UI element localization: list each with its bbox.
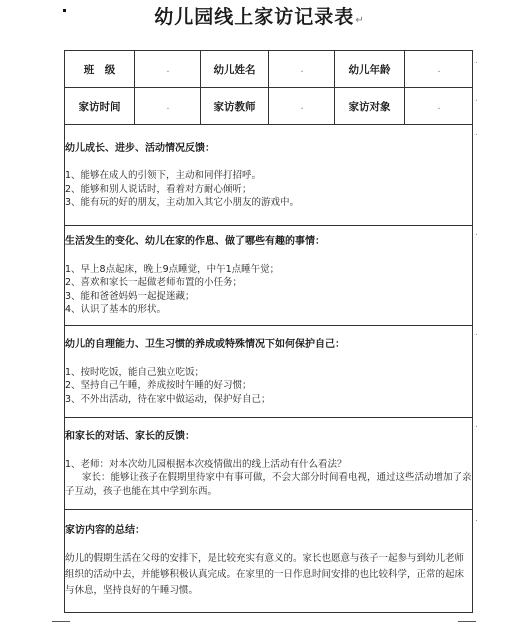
section-self-care (65, 326, 473, 418)
list-item: 3、不外出活动，待在家中做运动，保护好自己； (65, 393, 271, 405)
label-child-name: 幼儿姓名 (201, 51, 269, 88)
row-end-mark: . (475, 128, 478, 138)
section-life-changes (65, 226, 473, 326)
list-item: 4、认识了基本的形状。 (65, 304, 167, 316)
section-heading: 生活发生的变化、幼儿在家的作息、做了哪些有趣的事情： (65, 236, 325, 248)
visit-target-value-cell[interactable]: . (405, 88, 473, 125)
row-end-mark: . (475, 514, 478, 524)
list-item: 2、喜欢和家长一起做老师布置的小任务； (65, 277, 243, 289)
visit-record-table (64, 50, 473, 613)
label-child-age: 幼儿年龄 (335, 51, 405, 88)
section-parent-dialogue (65, 418, 473, 510)
list-item: 家长：能够让孩子在假期里待家中有事可做，不会大部分时间看电视，通过这些活动增加了亲子互动，孩子也能在其中学到东西。 (65, 472, 472, 497)
child-age-value-cell[interactable]: . (405, 51, 473, 88)
label-visit-teacher: 家访教师 (201, 88, 269, 125)
class-value-cell[interactable]: . (135, 51, 201, 88)
label-visit-time: 家访时间 (65, 88, 135, 125)
list-item: 1、老师：对本次幼儿园根据本次疫情做出的线上活动有什么看法？ (65, 458, 347, 470)
label-class: 班 级 (65, 51, 135, 88)
row-end-mark: . (475, 420, 478, 430)
row-end-mark: . (475, 56, 478, 66)
title-text: 幼儿园线上家访记录表 (154, 6, 355, 28)
header-row-2 (65, 88, 473, 125)
list-item: 1、按时吃饭，能自己独立吃饭； (65, 366, 205, 378)
section-heading: 和家长的对话、家长的反馈： (65, 431, 195, 442)
summary-paragraph: 幼儿的假期生活在父母的安排下，是比较充实有意义的。家长也愿意与孩子一起参与到幼儿老师组织的活动中去，并能够积极认真完成。在家里的一日作息时间安排的也比较科学，正常的起床与休息，坚持良好的午睡习惯。 (65, 553, 465, 597)
section-growth-cell[interactable] (65, 125, 473, 226)
section-summary (65, 510, 473, 613)
row-end-mark: . (475, 228, 478, 238)
page-edge-line (458, 621, 476, 622)
visit-teacher-value-cell[interactable]: . (269, 88, 335, 125)
list-item: 2、坚持自己午睡，养成按时午睡的好习惯； (65, 380, 252, 391)
section-self-care-cell[interactable] (65, 326, 473, 418)
visit-time-value-cell[interactable]: . (135, 88, 201, 125)
section-growth (65, 125, 473, 226)
list-item: 2、能够和别人说话时，看着对方耐心倾听； (65, 183, 252, 195)
section-heading: 家访内容的总结： (65, 524, 145, 536)
section-heading: 幼儿成长、进步、活动情况反馈： (65, 142, 215, 154)
list-item: 1、能够在成人的引领下，主动和同伴打招呼。 (65, 170, 262, 181)
child-name-value-cell[interactable]: . (269, 51, 335, 88)
section-heading: 幼儿的自理能力、卫生习惯的养成或特殊情况下如何保护自己： (65, 339, 345, 350)
list-item: 3、能有玩的好的朋友，主动加入其它小朋友的游戏中。 (65, 197, 300, 208)
row-end-mark: . (475, 328, 478, 338)
list-item: 1、早上8点起床，晚上9点睡觉，中午1点睡午觉； (65, 263, 280, 275)
list-item: 3、能和爸爸妈妈一起捉迷藏； (65, 290, 195, 302)
section-parent-dialogue-cell[interactable] (65, 418, 473, 510)
header-row-1 (65, 51, 473, 88)
section-life-changes-cell[interactable] (65, 226, 473, 326)
page-edge-line (52, 621, 70, 622)
row-end-mark: . (475, 94, 478, 104)
page-title (0, 4, 519, 34)
label-visit-target: 家访对象 (335, 88, 405, 125)
section-summary-cell[interactable] (65, 510, 473, 613)
paragraph-mark: ↵ (355, 15, 365, 26)
